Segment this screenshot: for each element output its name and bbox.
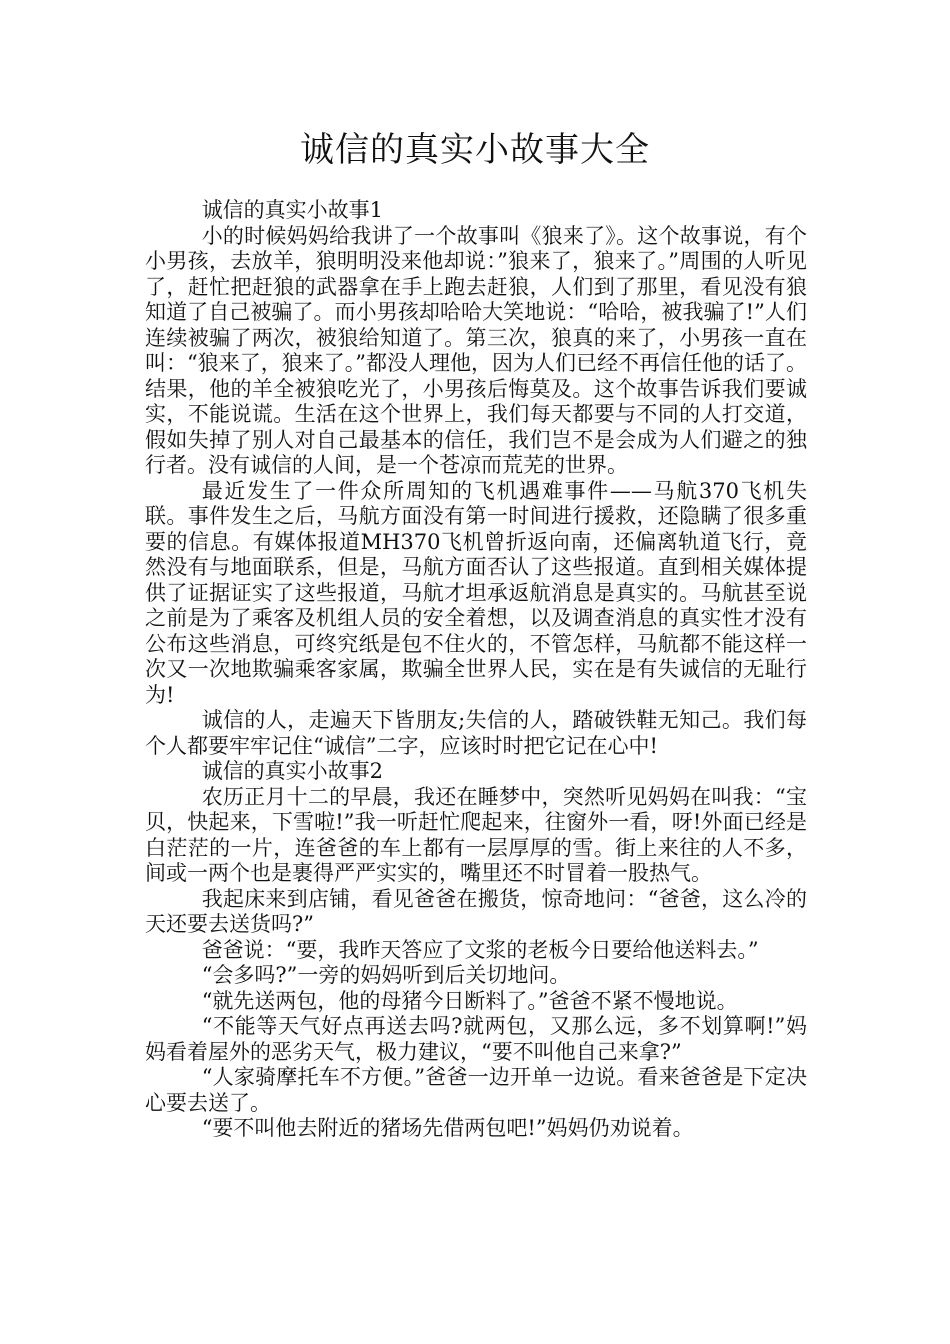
document-title: 诚信的真实小故事大全 xyxy=(300,130,650,170)
paragraph: 我起床来到店铺，看见爸爸在搬货，惊奇地问：“爸爸，这么冷的天还要去送货吗?” xyxy=(145,886,807,936)
paragraph: 最近发生了一件众所周知的飞机遇难事件——马航370飞机失联。事件发生之后，马航方面没有第一时间进行援救，还隐瞒了很多重要的信息。有媒体报道MH370飞机曾折返向南，还偏离轨道飞行，竟然没有与地面联系，但是，马航方面否认了这些报道。直到相关媒体提供了证据证实了这些报道，马航才坦承返航消息是真实的。马航甚至说之前是为了乘客及机组人员的安全着想，以及调查消息的真实性才没有公布这些消息，可终究纸是包不住火的，不管怎样，马航都不能这样一次又一次地欺骗乘客家属，欺骗全世界人民，实在是有失诚信的无耻行为! xyxy=(145,478,807,707)
paragraph: “人家骑摩托车不方便。”爸爸一边开单一边说。看来爸爸是下定决心要去送了。 xyxy=(145,1065,807,1115)
paragraph: “就先送两包，他的母猪今日断料了。”爸爸不紧不慢地说。 xyxy=(201,988,738,1013)
story-1-heading: 诚信的真实小故事1 xyxy=(201,198,384,222)
paragraph: 爸爸说：“要，我昨天答应了文浆的老板今日要给他送料去。” xyxy=(201,937,759,962)
paragraph: “会多吗?”一旁的妈妈听到后关切地问。 xyxy=(201,963,571,987)
paragraph: “要不叫他去附近的猪场先借两包吧!”妈妈仍劝说着。 xyxy=(201,1116,694,1140)
document-body xyxy=(145,198,807,1142)
paragraph: “不能等天气好点再送去吗?就两包，又那么远，多不划算啊!”妈妈看着屋外的恶劣天气，极力建议，“要不叫他自己来拿?” xyxy=(145,1014,807,1064)
paragraph: 诚信的人，走遍天下皆朋友;失信的人，踏破铁鞋无知己。我们每个人都要牢牢记住“诚信”二字，应该时时把它记在心中! xyxy=(145,708,807,758)
story-2-heading: 诚信的真实小故事2 xyxy=(201,759,384,783)
paragraph: 小的时候妈妈给我讲了一个故事叫《狼来了》。这个故事说，有个小男孩，去放羊，狼明明没来他却说：”狼来了，狼来了。”周围的人听见了，赶忙把赶狼的武器拿在手上跑去赶狼，人们到了那里，看见没有狼知道了自己被骗了。而小男孩却哈哈大笑地说：“哈哈，被我骗了!”人们连续被骗了两次，被狼给知道了。第三次，狼真的来了，小男孩一直在叫：“狼来了，狼来了。”都没人理他，因为人们已经不再信任他的话了。结果，他的羊全被狼吃光了，小男孩后悔莫及。这个故事告诉我们要诚实，不能说谎。生活在这个世界上，我们每天都要与不同的人打交道，假如失掉了别人对自己最基本的信任，我们岂不是会成为人们避之的独行者。没有诚信的人间，是一个苍凉而荒芜的世界。 xyxy=(145,223,807,477)
paragraph: 农历正月十二的早晨，我还在睡梦中，突然听见妈妈在叫我：“宝贝，快起来，下雪啦!”我一听赶忙爬起来，往窗外一看，呀!外面已经是白茫茫的一片，连爸爸的车上都有一层厚厚的雪。街上来往的人不多，间或一两个也是裹得严严实实的，嘴里还不时冒着一股热气。 xyxy=(145,784,807,885)
